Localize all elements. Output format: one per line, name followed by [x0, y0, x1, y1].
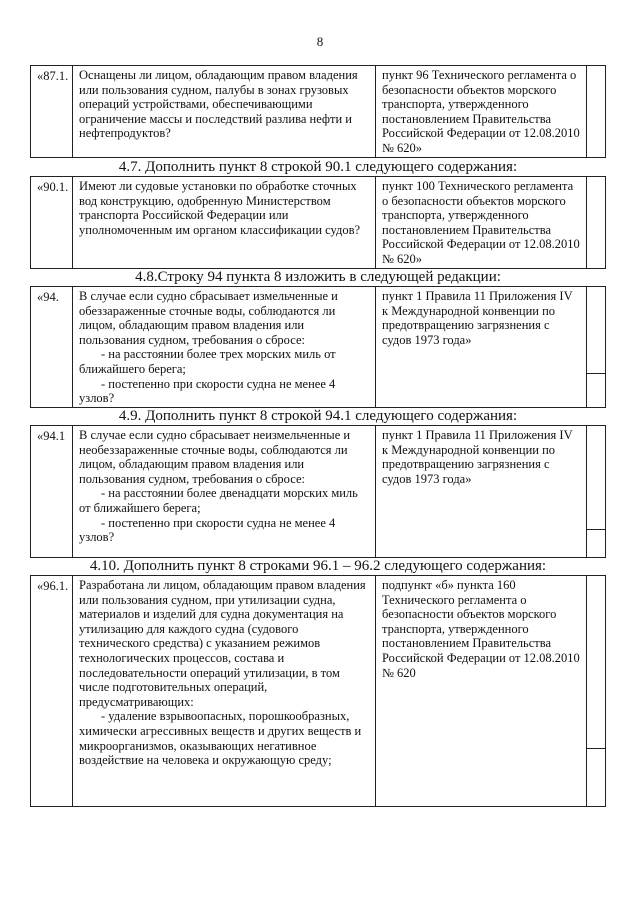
table-row-87-1	[30, 65, 606, 158]
row-reference: пункт 96 Технического регламента о безопасности объектов морского транспорта, утвержденного постановлением Правительства Российской Федерации от 12.08.2010 № 620»	[376, 66, 587, 157]
row-reference: пункт 1 Правила 11 Приложения IV к Международной конвенции по предотвращению загрязнения с судов 1973 года»	[376, 426, 587, 557]
row-mark-cell	[587, 576, 605, 806]
table-row-96-1	[30, 575, 606, 807]
row-number: «96.1.	[31, 576, 73, 806]
row-reference: пункт 1 Правила 11 Приложения IV к Международной конвенции по предотвращению загрязнения с судов 1973 года»	[376, 287, 587, 407]
row-reference: пункт 100 Технического регламента о безопасности объектов морского транспорта, утвержденного постановлением Правительства Российской Федерации от 12.08.2010 № 620»	[376, 177, 587, 268]
row-question: Оснащены ли лицом, обладающим правом владения или пользования судном, палубы в зонах грузовых операций устройствами, обеспечивающими ограничение массы и последствий разлива нефти и нефтепродуктов?	[73, 66, 376, 157]
row-question: Разработана ли лицом, обладающим правом владения или пользования судном, при утилизации судна, материалов и изделий для судна документация на утилизацию для каждого судна (судового технического средства) с указанием режимов технологических процессов, состава и последовательности операций утилизации, в том числе подготовительных операций, предусматривающих: - удаление взрывоопасных, порошкообразных, химически агрессивных веществ и других веществ и микроорганизмов, оказывающих негативное воздействие на человека и окружающую среду;	[73, 576, 376, 806]
row-question: В случае если судно сбрасывает неизмельченные и необеззараженные сточные воды, соблюдаются ли лицом, обладающим правом владения или пользования судном, требования о сбросе: - на расстоянии более двенадцати морских миль от ближайшего берега; - постепенно при скорости судна не менее 4 узлов?	[73, 426, 376, 557]
row-mark-cell	[587, 66, 605, 157]
row-number: «87.1.	[31, 66, 73, 157]
section-heading-4-8: 4.8.Строку 94 пункта 8 изложить в следующей редакции:	[135, 269, 501, 285]
row-number: «90.1.	[31, 177, 73, 268]
row-mark-cell	[587, 426, 605, 557]
row-number: «94.1	[31, 426, 73, 557]
row-mark-cell	[587, 287, 605, 407]
section-heading-4-10: 4.10. Дополнить пункт 8 строками 96.1 – 96.2 следующего содержания:	[89, 558, 547, 574]
table-row-94-1	[30, 425, 606, 558]
row-question: Имеют ли судовые установки по обработке сточных вод конструкцию, одобренную Министерством транспорта Российской Федерации или уполномоченным им органом классификации судов?	[73, 177, 376, 268]
row-mark-cell	[587, 177, 605, 268]
row-question: В случае если судно сбрасывает измельченные и обеззараженные сточные воды, соблюдаются ли лицом, обладающим правом владения или пользования судном, требования о сбросе: - на расстоянии более трех морских миль от ближайшего берега; - постепенно при скорости судна не менее 4 узлов?	[73, 287, 376, 407]
section-heading-4-9: 4.9. Дополнить пункт 8 строкой 94.1 следующего содержания:	[118, 408, 518, 424]
row-reference: подпункт «б» пункта 160 Технического регламента о безопасности объектов морского транспорта, утвержденного постановлением Правительства Российской Федерации от 12.08.2010 № 620	[376, 576, 587, 806]
table-row-90-1	[30, 176, 606, 269]
table-row-94	[30, 286, 606, 408]
section-heading-4-7: 4.7. Дополнить пункт 8 строкой 90.1 следующего содержания:	[118, 159, 518, 175]
page-number: 8	[316, 34, 324, 49]
row-number: «94.	[31, 287, 73, 407]
